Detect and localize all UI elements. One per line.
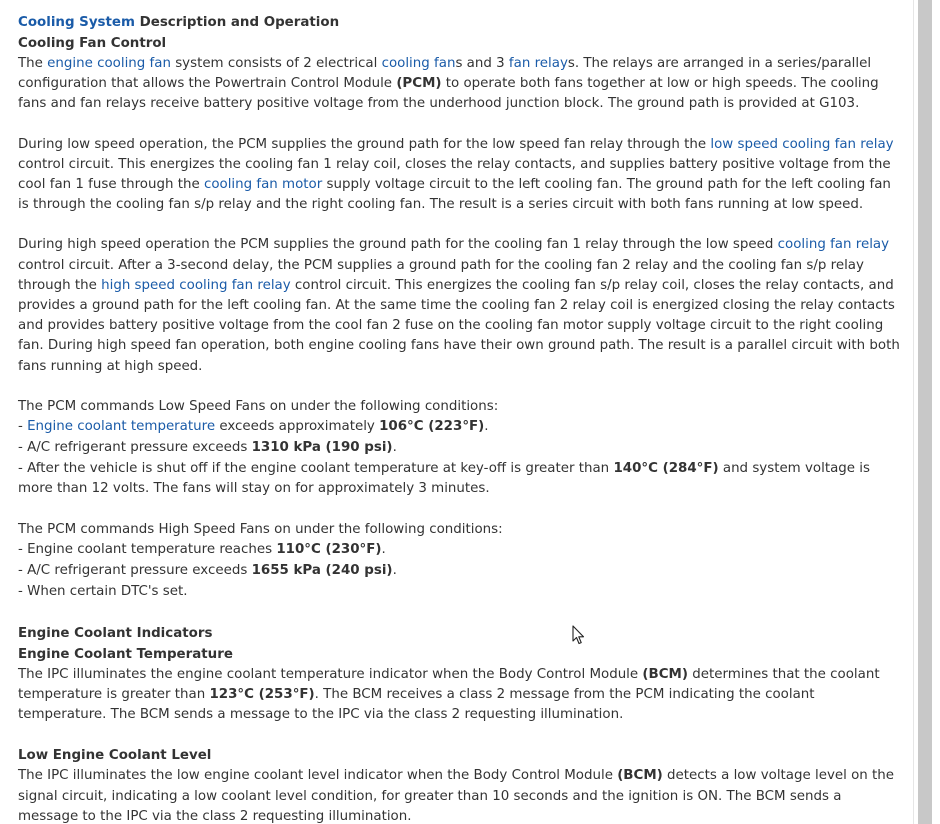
text: . [381, 542, 386, 558]
value: 110°C (230°F) [276, 542, 382, 558]
text: exceeds approximately [215, 419, 380, 435]
paragraph-coolant-level [18, 766, 902, 824]
list-item: - When certain DTC's set. [18, 584, 188, 600]
paragraph-high-speed-operation [18, 235, 902, 376]
high-speed-intro: The PCM commands High Speed Fans on under the following conditions: [18, 522, 503, 538]
text: s and 3 [455, 56, 509, 71]
spacer [18, 500, 902, 520]
vertical-scrollbar[interactable] [913, 0, 940, 824]
mouse-pointer-icon [572, 625, 586, 645]
text: s. The relays are arranged in a series/parallel configuration that allows the Powertrain Control Module [18, 56, 872, 92]
fan-relay-link[interactable]: fan relay [508, 56, 568, 71]
spacer [18, 377, 902, 397]
low-speed-cooling-fan-relay-link[interactable]: low speed cooling fan relay [710, 136, 894, 152]
list-item [18, 561, 902, 582]
text: The IPC illuminates the low engine coolant level indicator when the Body Control Module [18, 768, 618, 784]
list-item [18, 459, 902, 501]
bcm-abbrev: (BCM) [642, 666, 688, 682]
text: control circuit. This energizes the cooling fan s/p relay coil, closes the relay contacts, and provides a ground path for the left cooling fan. At the same time the cooling fan 2 relay coil is energized closing the relay contacts and provides battery positive voltage from the cool fan 2 fuse on the cooling fan motor supply voltage circuit to the right cooling fan. During high speed fan operation, both engine cooling fans have their own ground path. The result is a parallel circuit with both fans running at high speed. [18, 277, 900, 374]
low-speed-intro: The PCM commands Low Speed Fans on under the following conditions: [18, 398, 499, 414]
cooling-system-link[interactable]: Cooling System [18, 15, 135, 30]
value: 106°C (223°F) [379, 419, 485, 435]
value: 1655 kPa (240 psi) [251, 563, 393, 579]
list-item [18, 417, 902, 438]
text: to operate both fans together at low or high speeds. The cooling fans and fan relays receive battery positive voltage from the underhood junction block. The ground path is provided at G103. [18, 76, 879, 112]
paragraph-coolant-temperature [18, 665, 902, 726]
value: 140°C (284°F) [613, 460, 719, 476]
text: system consists of 2 electrical [170, 56, 382, 71]
text: - After the vehicle is shut off if the engine coolant temperature at key-off is greater than [18, 460, 614, 476]
spacer [18, 115, 902, 135]
spacer [18, 603, 902, 623]
text: - A/C refrigerant pressure exceeds [18, 439, 252, 455]
text: - [18, 419, 28, 435]
list-item [18, 540, 902, 561]
text: control circuit. This energizes the cooling fan 1 relay coil, closes the relay contacts, and supplies battery positive voltage from the cool fan 1 fuse through the [18, 156, 891, 193]
page-title [18, 12, 902, 33]
scrollbar-thumb[interactable] [918, 0, 932, 824]
section-heading-engine-coolant-temperature: Engine Coolant Temperature [18, 646, 233, 662]
text: detects a low voltage level on the signal circuit, indicating a low coolant level condition, for greater than 10 seconds and the ignition is ON. The BCM sends a message to the IPC via the class 2 requesting illumination. [18, 768, 895, 824]
engine-cooling-fan-link[interactable]: engine cooling fan [47, 56, 171, 71]
text: and system voltage is more than 12 volts. The fans will stay on for approximately 3 minutes. [18, 460, 870, 497]
text: . [392, 563, 397, 579]
text: . The BCM receives a class 2 message from the PCM indicating the coolant temperature. The BCM sends a message to the IPC via the class 2 requesting illumination. [18, 687, 815, 723]
spacer [18, 725, 902, 745]
bcm-abbrev: (BCM) [617, 768, 663, 784]
spacer [18, 215, 902, 235]
text: During low speed operation, the PCM supplies the ground path for the low speed fan relay through the [18, 136, 711, 152]
cooling-fan-relay-link[interactable]: cooling fan relay [777, 237, 890, 253]
text: The IPC illuminates the engine coolant temperature indicator when the Body Control Module [18, 666, 643, 682]
value: 123°C (253°F) [209, 687, 315, 703]
text: - Engine coolant temperature reaches [18, 542, 277, 558]
text: The [18, 56, 48, 71]
text: . [392, 439, 397, 455]
cooling-fan-motor-link[interactable]: cooling fan motor [203, 177, 323, 193]
page-title-text: Description and Operation [134, 15, 340, 30]
section-heading-engine-coolant-indicators: Engine Coolant Indicators [18, 625, 213, 641]
value: 1310 kPa (190 psi) [251, 439, 393, 455]
section-heading-cooling-fan-control: Cooling Fan Control [18, 36, 167, 51]
high-speed-cooling-fan-relay-link[interactable]: high speed cooling fan relay [101, 277, 291, 293]
cooling-fan-link[interactable]: cooling fan [381, 56, 456, 71]
document-body [18, 12, 902, 824]
text: . [484, 419, 489, 435]
engine-coolant-temperature-link[interactable]: Engine coolant temperature [27, 419, 216, 435]
text: During high speed operation the PCM supplies the ground path for the cooling fan 1 relay through the low speed [18, 237, 778, 253]
text: control circuit. After a 3-second delay, the PCM supplies a ground path for the cooling fan 2 relay and the cooling fan s/p relay through the [18, 257, 864, 293]
paragraph-fan-system [18, 54, 902, 115]
paragraph-low-speed-operation [18, 135, 902, 216]
text: supply voltage circuit to the left cooling fan. The ground path for the left cooling fan is through the cooling fan s/p relay and the right cooling fan. The result is a series circuit with both fans running at low speed. [18, 177, 891, 213]
text: - A/C refrigerant pressure exceeds [18, 563, 252, 579]
list-item [18, 438, 902, 459]
pcm-abbrev: (PCM) [396, 76, 442, 92]
text: determines that the coolant temperature is greater than [18, 666, 880, 703]
section-heading-low-engine-coolant-level: Low Engine Coolant Level [18, 748, 212, 764]
